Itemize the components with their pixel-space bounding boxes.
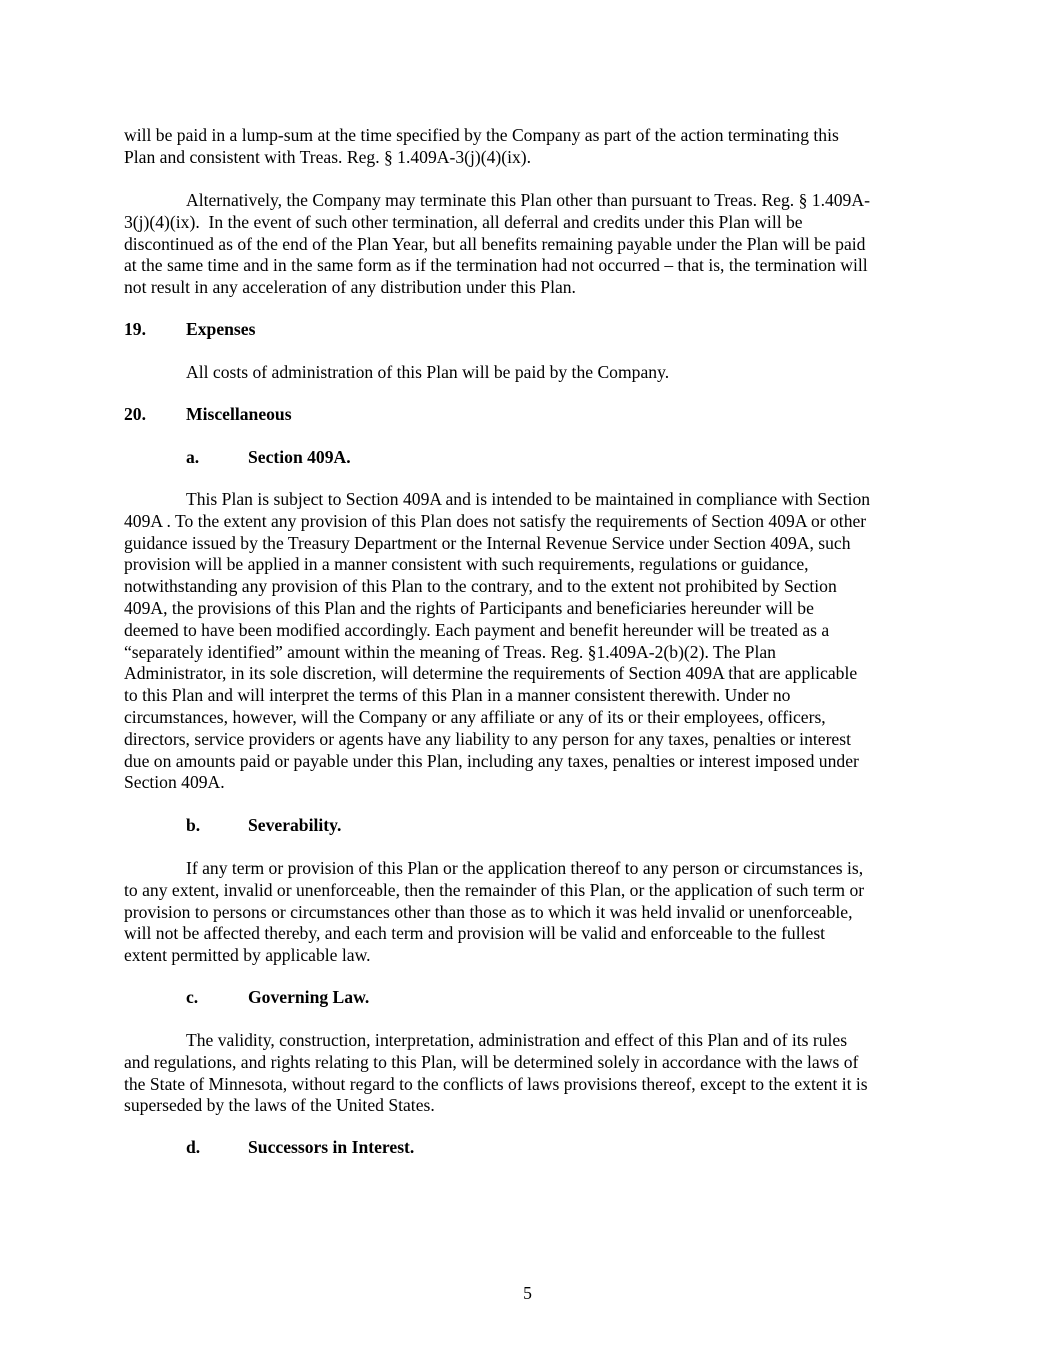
page-number: 5 [523,1283,532,1303]
subsection-d-title: Successors in Interest. [248,1137,415,1157]
subsection-b-paragraph [124,858,934,967]
paragraph-line: to any extent, invalid or unenforceable, then the remainder of this Plan, or the application of such term or [124,879,865,900]
section-19-number: 19. [124,319,146,339]
paragraph-line: will be paid in a lump-sum at the time specified by the Company as part of the action terminating this [124,125,839,145]
subsection-a-title: Section 409A. [248,447,351,467]
termination-alternative-paragraph [124,190,934,299]
paragraph-line: the State of Minnesota, without regard to the conflicts of laws provisions thereof, except to the extent it is [124,1073,868,1094]
paragraph-line: superseded by the laws of the United States. [124,1095,435,1116]
paragraph-line: The validity, construction, interpretation, administration and effect of this Plan and of its rules [186,1030,848,1050]
paragraph-line: 3(j)(4)(ix). In the event of such other termination, all deferral and credits under this Plan will be [124,211,803,232]
paragraph-line: not result in any acceleration of any distribution under this Plan. [124,277,576,298]
paragraph-line: provision will be applied in a manner consistent with such requirements, regulations or guidance, [124,554,809,575]
paragraph-line: circumstances, however, will the Company or any affiliate or any of its or their employees, officers, [124,706,826,727]
continuation-paragraph [124,125,934,169]
section-20-number: 20. [124,404,146,424]
paragraph-line: deemed to have been modified accordingly. Each payment and benefit hereunder will be treated as a [124,619,830,640]
section-20-title: Miscellaneous [186,404,292,424]
paragraph-line: 409A . To the extent any provision of this Plan does not satisfy the requirements of Section 409A or other [124,510,867,531]
paragraph-line: directors, service providers or agents have any liability to any person for any taxes, penalties or interest [124,728,851,749]
section-19-paragraph [124,362,934,384]
paragraph-line: at the same time and in the same form as if the termination had not occurred – that is, the termination will [124,255,868,276]
subsection-a-paragraph [124,489,934,794]
paragraph-line: will not be affected thereby, and each term and provision will be valid and enforceable to the fullest [124,923,826,944]
section-19-title: Expenses [186,319,256,339]
subsection-c-letter: c. [186,987,199,1007]
paragraph-line: due on amounts paid or payable under this Plan, including any taxes, penalties or interest imposed under [124,750,859,771]
paragraph-line: and regulations, and rights relating to this Plan, will be determined solely in accordance with the laws of [124,1051,859,1072]
paragraph-line: If any term or provision of this Plan or the application thereof to any person or circumstances is, [186,858,864,878]
paragraph-line: guidance issued by the Treasury Department or the Internal Revenue Service under Section 409A, such [124,532,851,553]
paragraph-line: provision to persons or circumstances other than those as to which it was held invalid or unenforceable, [124,901,853,922]
subsection-b-title: Severability. [248,815,342,835]
subsection-c-paragraph [124,1030,934,1117]
paragraph-line: Plan and consistent with Treas. Reg. § 1.409A-3(j)(4)(ix). [124,146,532,167]
subsection-c-title: Governing Law. [248,987,370,1007]
subsection-b-letter: b. [186,815,201,835]
paragraph-line: extent permitted by applicable law. [124,945,371,966]
paragraph-line: to this Plan and will interpret the terms of this Plan in a manner consistent therewith. Under no [124,685,791,706]
paragraph-line: 409A, the provisions of this Plan and the rights of Participants and beneficiaries hereunder will be [124,597,814,618]
subsection-d-letter: d. [186,1137,201,1157]
paragraph-line: Alternatively, the Company may terminate this Plan other than pursuant to Treas. Reg. § 1.409A- [186,190,870,210]
paragraph-line: Administrator, in its sole discretion, will determine the requirements of Section 409A that are applicable [124,663,858,684]
paragraph-line: “separately identified” amount within the meaning of Treas. Reg. §1.409A-2(b)(2). The Plan [124,641,776,662]
paragraph-line: All costs of administration of this Plan will be paid by the Company. [186,362,670,382]
paragraph-line: This Plan is subject to Section 409A and is intended to be maintained in compliance with Section [186,489,871,509]
paragraph-line: Section 409A. [124,772,225,793]
subsection-a-letter: a. [186,447,200,467]
paragraph-line: notwithstanding any provision of this Plan to the contrary, and to the extent not prohibited by Section [124,576,837,597]
paragraph-line: discontinued as of the end of the Plan Year, but all benefits remaining payable under the Plan will be paid [124,233,866,254]
